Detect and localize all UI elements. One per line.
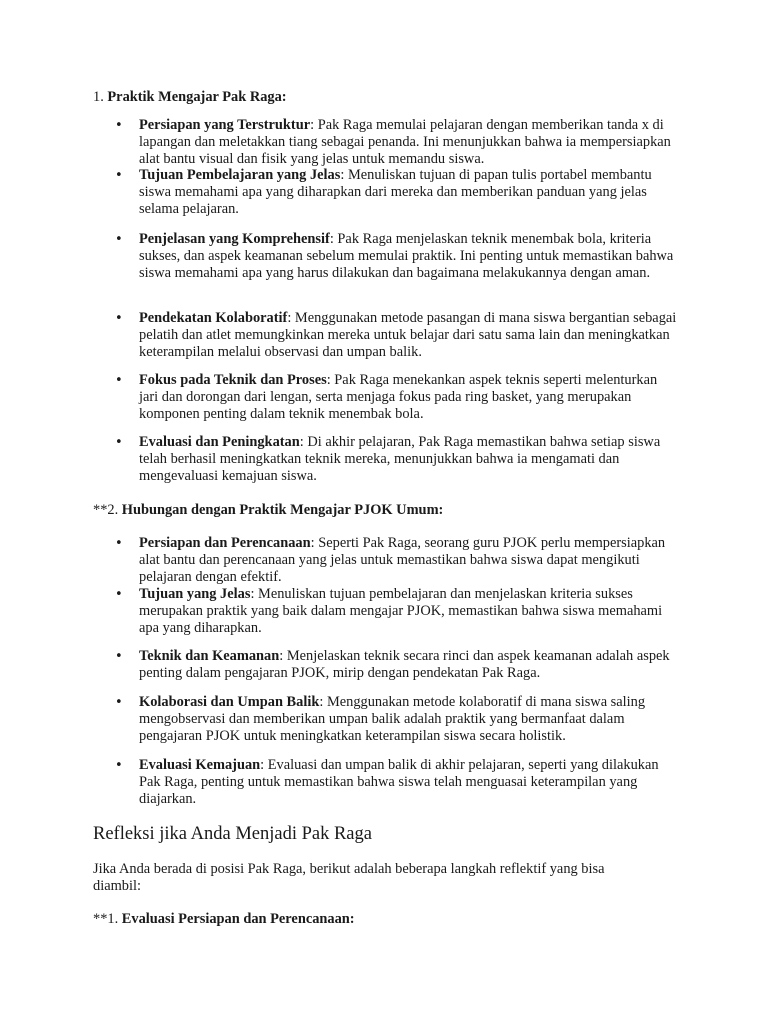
section-title: Praktik Mengajar Pak Raga:: [107, 89, 287, 105]
list-item-term: Evaluasi dan Peningkatan: [139, 434, 300, 450]
list-item-text: : Pak Raga memulai pelajaran dengan memberikan tanda x di lapangan dan meletakkan tiang sebagai penanda. Ini menunjukkan bahwa ia mempersiapkan alat bantu visual dan fisik yang jelas untuk memandu siswa.: [139, 117, 671, 167]
list-item-text: : Di akhir pelajaran, Pak Raga memastikan bahwa setiap siswa telah berhasil meningkatkan teknik mereka, menunjukkan bahwa ia mengamati dan mengevaluasi kemajuan siswa.: [139, 434, 661, 484]
section-heading-praktik-mengajar: [93, 89, 693, 106]
list-item-term: Kolaborasi dan Umpan Balik: [139, 694, 320, 710]
section-number: 1.: [93, 89, 108, 105]
reflection-intro: Jika Anda berada di posisi Pak Raga, berikut adalah beberapa langkah reflektif yang bisa diambil:: [93, 861, 605, 894]
list-item-term: Persiapan dan Perencanaan: [139, 535, 311, 551]
list-item: [139, 167, 679, 218]
list-item-text: : Menggunakan metode kolaboratif di mana siswa saling mengobservasi dan memberikan umpan balik adalah praktik yang bermanfaat dalam pengajaran PJOK untuk meningkatkan keterampilan siswa secara holistik.: [139, 694, 646, 744]
list-item: [139, 535, 679, 586]
list-item-text: : Menuliskan tujuan pembelajaran dan menjelaskan kriteria sukses merupakan praktik yang baik dalam mengajar PJOK, memastikan bahwa siswa memahami apa yang diharapkan.: [139, 586, 663, 636]
list-item: [139, 372, 679, 423]
list-item: [139, 694, 679, 745]
list-item: [139, 117, 679, 168]
list-item: [139, 648, 679, 682]
list-item-text: : Pak Raga menekankan aspek teknis seperti melenturkan jari dan dorongan dari lengan, serta menjaga fokus pada ring basket, yang merupakan komponen penting dalam teknik menembak bola.: [139, 372, 658, 422]
list-item-term: Tujuan Pembelajaran yang Jelas: [139, 167, 341, 183]
list-item-text: : Menjelaskan teknik secara rinci dan aspek keamanan adalah aspek penting dalam pengajaran PJOK, mirip dengan pendekatan Pak Raga.: [139, 648, 670, 681]
list-item: [139, 434, 679, 485]
list-item-term: Pendekatan Kolaboratif: [139, 310, 288, 326]
subsection-heading-evaluasi: [93, 911, 693, 928]
list-item-text: : Pak Raga menjelaskan teknik menembak bola, kriteria sukses, dan aspek keamanan sebelum memulai praktik. Ini penting untuk memastikan bahwa siswa memahami apa yang harus dilakukan dan bagaimana melakukannya dengan aman.: [139, 231, 674, 281]
list-item-term: Tujuan yang Jelas: [139, 586, 251, 602]
list-item-text: : Seperti Pak Raga, seorang guru PJOK perlu mempersiapkan alat bantu dan perencanaan yang jelas untuk memastikan bahwa siswa dapat mengikuti pelajaran dengan efektif.: [139, 535, 666, 585]
list-item-term: Fokus pada Teknik dan Proses: [139, 372, 327, 388]
list-item: [139, 757, 679, 808]
section-title: Hubungan dengan Praktik Mengajar PJOK Umum:: [121, 502, 444, 518]
subsection-number: **1.: [93, 911, 122, 927]
list-item-term: Persiapan yang Terstruktur: [139, 117, 311, 133]
list-item: [139, 231, 679, 282]
list-item-text: : Menggunakan metode pasangan di mana siswa bergantian sebagai pelatih dan atlet memungkinkan mereka untuk belajar dari satu sama lain dan meningkatkan keterampilan melalui observasi dan umpan balik.: [139, 310, 677, 360]
list-item-term: Penjelasan yang Komprehensif: [139, 231, 330, 247]
list-item: [139, 586, 679, 637]
list-item-term: Teknik dan Keamanan: [139, 648, 280, 664]
list-item-text: : Evaluasi dan umpan balik di akhir pelajaran, seperti yang dilakukan Pak Raga, penting untuk memastikan bahwa siswa telah menguasai keterampilan yang diajarkan.: [139, 757, 659, 807]
reflection-heading: Refleksi jika Anda Menjadi Pak Raga: [93, 824, 372, 844]
section-heading-hubungan-pjok: [93, 502, 693, 519]
subsection-title: Evaluasi Persiapan dan Perencanaan:: [121, 911, 355, 927]
list-item: [139, 310, 679, 361]
section-number: **2.: [93, 502, 122, 518]
list-item-term: Evaluasi Kemajuan: [139, 757, 261, 773]
list-item-text: : Menuliskan tujuan di papan tulis portabel membantu siswa memahami apa yang diharapkan dari mereka dan memberikan panduan yang jelas selama pelajaran.: [139, 167, 652, 217]
